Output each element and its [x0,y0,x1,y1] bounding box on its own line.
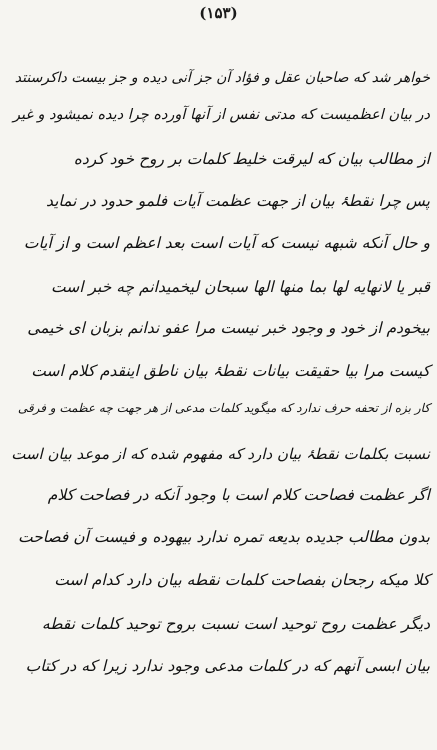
manuscript-line: خواهر شد که صاحبان عقل و فؤاد آن جز آنی دیده و جز بیست داکرسنتد [14,70,430,86]
manuscript-line: قبر یا لانهایه لها بما منها الها سبحان لیخمیدانم چه خبر است [51,278,430,296]
manuscript-line: کلا میکه رجحان بفصاحت کلمات نقطه بیان دارد کدام است [54,571,430,589]
manuscript-line: و حال آنکه شبهه نیست که آیات است بعد اعظم است و از آیات [23,234,430,252]
manuscript-line: بیان ابسی آنهم که در کلمات مدعی وجود ندارد زیرا که در کتاب [25,657,430,675]
manuscript-line: نسبت بکلمات نقطۂ بیان دارد که مفهوم شده که از موعد بیان است [11,445,430,463]
manuscript-line: بیخودم از خود و وجود خبر نیست مرا عفو ندانم بزبان ای خیمی [27,319,430,337]
manuscript-line: پس چرا نقطۂ بیان از جهت عظمت آیات فلمو حدود در نماید [45,192,430,210]
manuscript-line: دیگر عظمت روح توحید است نسبت بروح توحید کلمات نقطه [41,615,430,633]
manuscript-line: کیست مرا بیا حقیقت بیانات نقطۂ بیان ناطق اینقدم کلام است [31,362,430,380]
manuscript-line: کار بزه از تحفه حرف ندارد که میگوید کلمات مدعی از هر جهت چه عظمت و فرقی [17,401,430,415]
manuscript-text-block [8,40,430,746]
manuscript-line: اگر عظمت فصاحت کلام است با وجود آنکه در فصاحت کلام [47,486,430,504]
manuscript-line: در بیان اعظمیست که مدتی نفس از آنها آورده چرا دیده نمیشود و غیر [12,107,430,123]
manuscript-line: از مطالب بیان که لیرقت خلیط کلمات بر روح خود کرده [73,150,430,168]
manuscript-line: بدون مطالب جدیده بدیعه تمره ندارد بیهوده و فیست آن فصاحت [17,528,430,546]
page-number: (۱۵۳) [199,4,238,22]
